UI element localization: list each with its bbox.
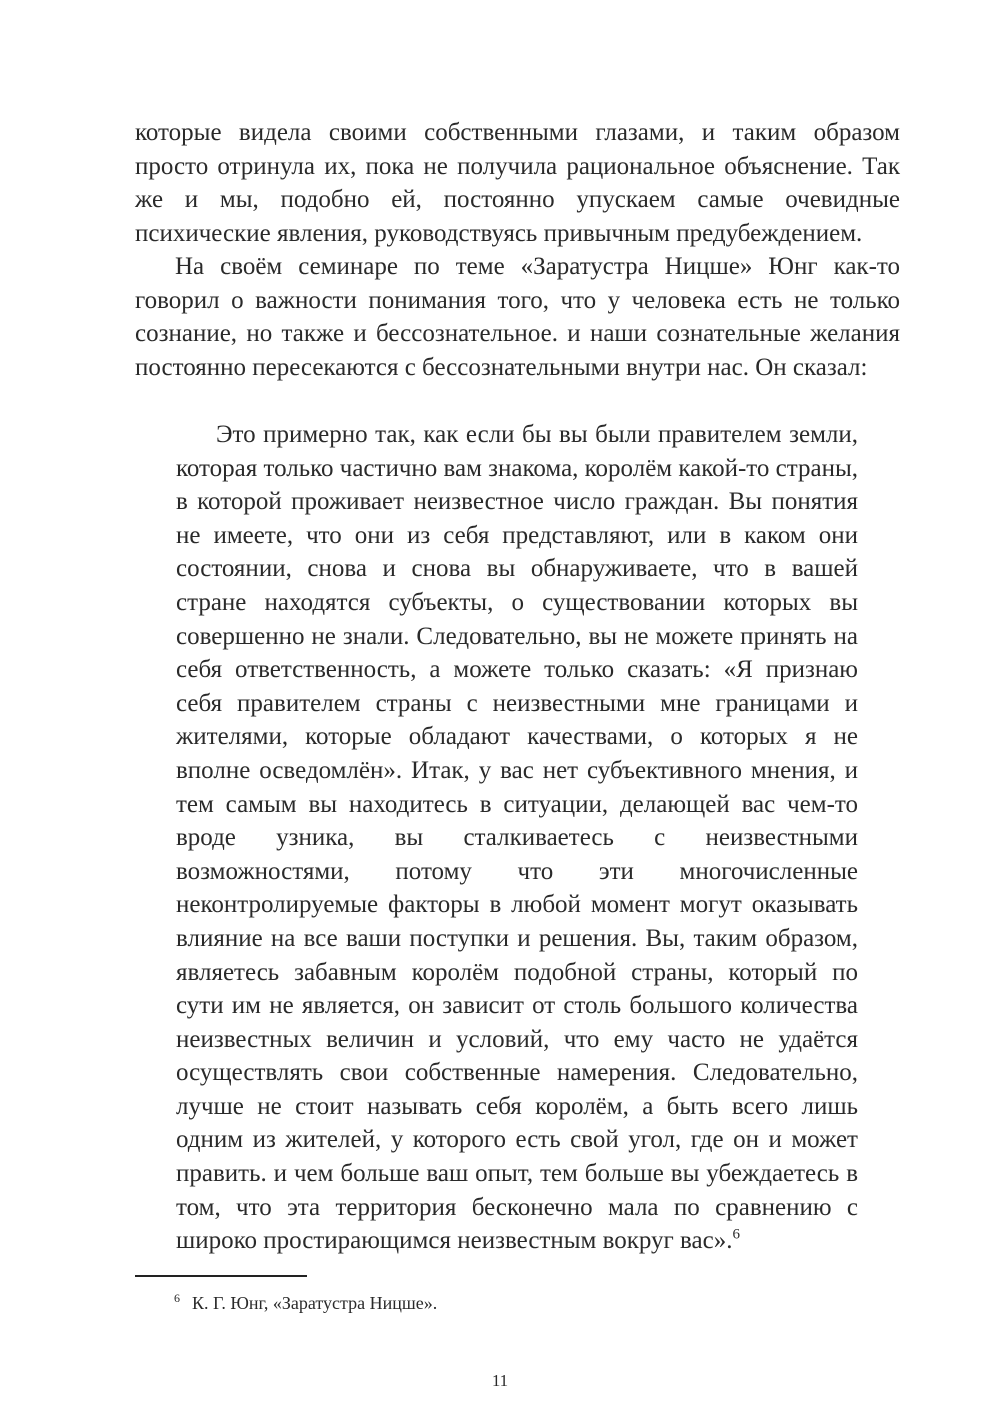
quote-paragraph: [176, 418, 858, 1258]
footnote-text: К. Г. Юнг, «Заратустра Ницше».: [192, 1293, 438, 1313]
paragraph-seminar: На своём семинаре по теме «Заратустра Ницше» Юнг как-то говорил о важности понимания того, что у человека есть не только сознание, но также и бессознательное. и наши сознательные желания постоянно пересекаются с бессознательными внутри нас. Он сказал:: [135, 253, 900, 381]
page-number: 11: [491, 1371, 509, 1390]
footnote-reference: 6: [732, 1226, 740, 1243]
main-text: [135, 116, 900, 384]
quote-text: Это примерно так, как если бы вы были правителем земли, которая только частично вам знакома, королём какой-то страны, в которой проживает неизвестное число граждан. Вы понятия не имеете, что они из себя представляют, или в каком они состоянии, снова и снова вы обнаруживаете, что в вашей стране находятся субъекты, о существовании которых вы совершенно не знали. Следовательно, вы не можете принять на себя ответственность, а можете только сказать: «Я признаю себя правителем страны с неизвестными мне границами и жителями, которые обладают качествами, о которых я не вполне осведомлён». Итак, у вас нет субъективного мнения, и тем самым вы находитесь в ситуации, делающей вас чем-то вроде узника, вы сталкиваетесь с неизвестными возможностями, потому что эти многочисленные неконтролируемые факторы в любой момент могут оказывать влияние на все ваши поступки и решения. Вы, таким образом, являетесь забавным королём подобной страны, который по сути им не является, он зависит от столь большого количества неизвестных величин и условий, что ему часто не удаётся осуществлять свои собственные намерения. Следовательно, лучше не стоит называть себя королём, а быть всего лишь одним из жителей, у которого есть свой угол, где он и может править. и чем больше ваш опыт, тем больше вы убеждаетесь в том, что эта территория бесконечно мала по сравнению с широко простирающимся неизвестным вокруг вас».: [176, 421, 858, 1255]
footnote-separator: [135, 1275, 307, 1277]
paragraph-continued: которые видела своими собственными глазами, и таким образом просто отринула их, пока не получила рациональное объяснение. Так же и мы, подобно ей, постоянно упускаем самые очевидные психические явления, руководствуясь привычным предубеждением.: [135, 119, 900, 247]
block-quote: [176, 418, 858, 1258]
footnote-number: 6: [174, 1291, 180, 1305]
footnote: [174, 1291, 874, 1315]
